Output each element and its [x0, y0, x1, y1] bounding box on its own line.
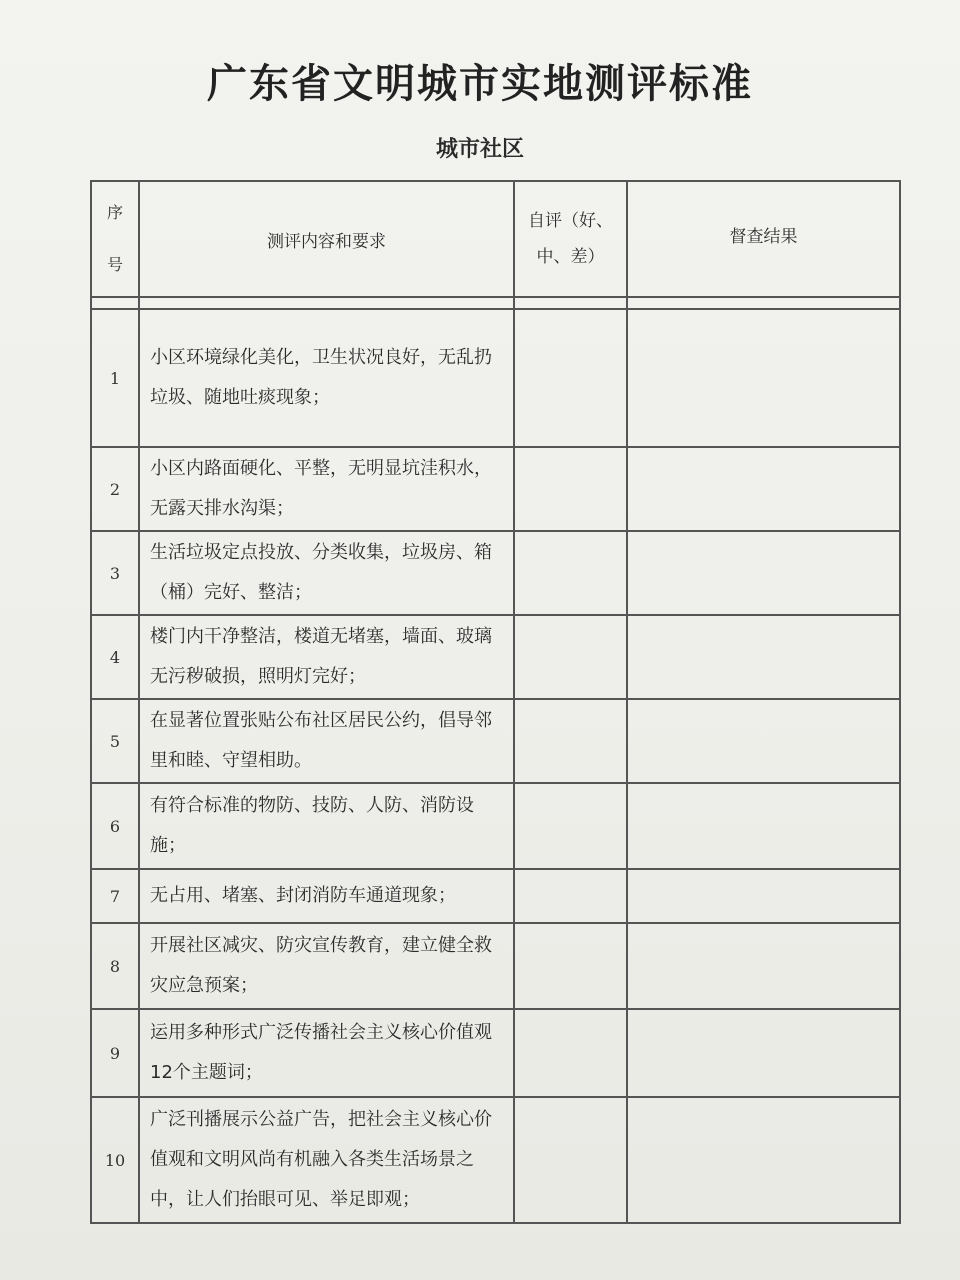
result-cell[interactable]	[627, 923, 900, 1009]
self-eval-cell[interactable]	[514, 699, 627, 783]
self-eval-cell[interactable]	[514, 447, 627, 531]
row-content: 在显著位置张贴公布社区居民公约，倡导邻里和睦、守望相助。	[139, 699, 514, 783]
table-row	[91, 783, 900, 869]
self-eval-cell[interactable]	[514, 1009, 627, 1097]
header-no	[91, 181, 139, 297]
header-self-eval-line1: 自评（好、	[528, 211, 613, 231]
header-self-eval	[514, 181, 627, 297]
row-number: 4	[91, 615, 139, 699]
row-number: 2	[91, 447, 139, 531]
row-content: 运用多种形式广泛传播社会主义核心价值观12个主题词；	[139, 1009, 514, 1097]
document-subtitle: 城市社区	[435, 137, 524, 162]
row-number: 6	[91, 783, 139, 869]
row-content: 无占用、堵塞、封闭消防车通道现象；	[139, 869, 514, 923]
result-cell[interactable]	[627, 531, 900, 615]
row-number: 10	[91, 1097, 139, 1223]
table-row	[91, 1009, 900, 1097]
header-no-line1: 序	[106, 203, 123, 222]
evaluation-table	[90, 180, 901, 1224]
table-row	[91, 923, 900, 1009]
row-number: 9	[91, 1009, 139, 1097]
row-content: 广泛刊播展示公益广告，把社会主义核心价值观和文明风尚有机融入各类生活场景之中，让人们抬眼可见、举足即观；	[139, 1097, 514, 1223]
row-content: 小区环境绿化美化，卫生状况良好，无乱扔垃圾、随地吐痰现象；	[139, 309, 514, 447]
result-cell[interactable]	[627, 1097, 900, 1223]
row-number: 8	[91, 923, 139, 1009]
table-row	[91, 447, 900, 531]
result-cell[interactable]	[627, 783, 900, 869]
row-number: 7	[91, 869, 139, 923]
table-row	[91, 869, 900, 923]
result-cell[interactable]	[627, 1009, 900, 1097]
header-content: 测评内容和要求	[139, 181, 514, 297]
self-eval-cell[interactable]	[514, 615, 627, 699]
header-result: 督查结果	[627, 181, 900, 297]
header-gap	[91, 297, 900, 309]
self-eval-cell[interactable]	[514, 923, 627, 1009]
result-cell[interactable]	[627, 699, 900, 783]
row-content: 生活垃圾定点投放、分类收集，垃圾房、箱（桶）完好、整洁；	[139, 531, 514, 615]
table-row	[91, 531, 900, 615]
result-cell[interactable]	[627, 615, 900, 699]
result-cell[interactable]	[627, 309, 900, 447]
row-content: 小区内路面硬化、平整，无明显坑洼积水，无露天排水沟渠；	[139, 447, 514, 531]
result-cell[interactable]	[627, 447, 900, 531]
self-eval-cell[interactable]	[514, 783, 627, 869]
table-row	[91, 615, 900, 699]
row-number: 1	[91, 309, 139, 447]
row-content: 开展社区减灾、防灾宣传教育，建立健全救灾应急预案；	[139, 923, 514, 1009]
row-number: 3	[91, 531, 139, 615]
document-title: 广东省文明城市实地测评标准	[207, 61, 753, 107]
header-self-eval-line2: 中、差）	[536, 247, 605, 267]
table-row	[91, 1097, 900, 1223]
table-row	[91, 309, 900, 447]
self-eval-cell[interactable]	[514, 531, 627, 615]
header-no-line2: 号	[106, 255, 123, 274]
row-number: 5	[91, 699, 139, 783]
table-row	[91, 699, 900, 783]
row-content: 有符合标准的物防、技防、人防、消防设施；	[139, 783, 514, 869]
row-content: 楼门内干净整洁，楼道无堵塞，墙面、玻璃无污秽破损，照明灯完好；	[139, 615, 514, 699]
result-cell[interactable]	[627, 869, 900, 923]
self-eval-cell[interactable]	[514, 869, 627, 923]
self-eval-cell[interactable]	[514, 309, 627, 447]
self-eval-cell[interactable]	[514, 1097, 627, 1223]
table-header-row	[91, 181, 900, 297]
